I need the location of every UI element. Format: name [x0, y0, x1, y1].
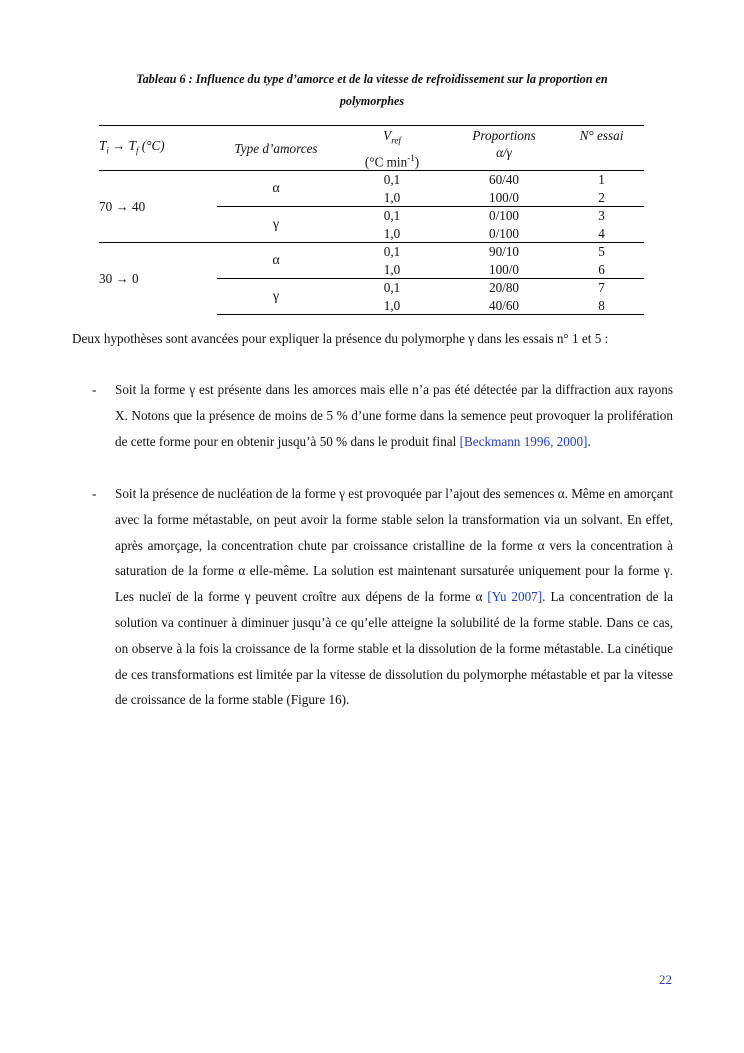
caption-line-1: Tableau 6 : Influence du type d’amorce et de la vitesse de refroidissement sur la proportion en: [136, 72, 608, 86]
table-row: [99, 243, 644, 261]
prop-cell: 60/40: [488, 172, 520, 188]
prop-cell: 40/60: [449, 297, 559, 315]
vref-cell: 1,0: [383, 189, 401, 205]
prop-cell: 0/100: [449, 207, 559, 225]
temp-cell: 70 → 40: [99, 198, 146, 214]
vref-cell: 0,1: [335, 279, 449, 297]
bullet-item-1: Soit la forme γ est présente dans les amorces mais elle n’a pas été détectée par la diffraction aux rayons X. Notons que la présence de moins de 5 % d’une forme dans la semence peut provoquer la prolifération de cette forme pour en obtenir jusqu’à 50 % dans le produit final [Beckmann 1996, 2000].: [115, 382, 673, 449]
amorce-cell: γ: [217, 207, 335, 243]
intro-paragraph: Deux hypothèses sont avancées pour expliquer la présence du polymorphe γ dans les essais n° 1 et 5 :: [72, 331, 609, 346]
header-proportions: Proportions α/γ: [449, 126, 559, 171]
essai-cell: 4: [598, 225, 605, 241]
vref-cell: 1,0: [383, 261, 401, 277]
essai-cell: 8: [559, 297, 644, 315]
amorce-cell: α: [272, 180, 280, 196]
citation-link[interactable]: [Yu 2007]: [487, 589, 543, 605]
essai-cell: 6: [598, 261, 605, 277]
results-table: [99, 125, 644, 315]
amorce-cell: α: [217, 243, 335, 279]
temp-cell: 30 → 0: [99, 243, 217, 315]
essai-cell: 1: [598, 172, 605, 188]
vref-cell: 0,1: [335, 207, 449, 225]
citation-link[interactable]: [Beckmann 1996, 2000]: [459, 433, 588, 449]
prop-cell: 100/0: [488, 189, 520, 205]
caption-line-2: polymorphes: [339, 94, 405, 108]
essai-cell: 3: [559, 207, 644, 225]
prop-cell: 100/0: [488, 261, 520, 277]
bullet-dash: -: [92, 486, 97, 501]
page-number: 22: [659, 972, 672, 987]
prop-cell: 90/10: [449, 243, 559, 261]
essai-cell: 2: [598, 189, 605, 205]
prop-cell: 0/100: [488, 225, 520, 241]
vref-cell: 0,1: [335, 243, 449, 261]
bullet-dash: -: [92, 382, 97, 397]
vref-cell: 1,0: [335, 297, 449, 315]
vref-cell: 0,1: [383, 172, 401, 188]
header-type: Type d’amorces: [217, 126, 335, 171]
table-header-row: [99, 126, 644, 171]
table-row: [99, 171, 644, 189]
amorce-cell: γ: [217, 279, 335, 315]
bullet-item-2: Soit la présence de nucléation de la forme γ est provoquée par l’ajout des semences α. Même en amorçant avec la forme métastable, on peut avoir la forme stable selon la transformation via un solvant. En effet, après amorçage, la concentration chute par croissance cristalline de la forme α vers la concentration à saturation de la forme α elle-même. La solution est maintenant sursaturée uniquement pour la forme γ. Les nucleï de la forme γ peuvent croître aux dépens de la forme α [Yu 2007]. La concentration de la solution va continuer à diminuer jusqu’à ce qu’elle atteigne la solubilité de la forme stable. Dans ce cas, on observe à la fois la croissance de la forme stable et la dissolution de la forme métastable. La cinétique de ces transformations est limitée par la vitesse de dissolution du polymorphe métastable et par la vitesse de croissance de la forme stable (Figure 16).: [115, 486, 674, 708]
essai-cell: 5: [559, 243, 644, 261]
header-temp: $T_i \to T_f$ (°C): [99, 126, 217, 171]
header-vref: $V_{ref}$ (°C $\min^{-1}$): [335, 126, 449, 171]
prop-cell: 20/80: [449, 279, 559, 297]
vref-cell: 1,0: [383, 225, 401, 241]
essai-cell: 7: [559, 279, 644, 297]
header-essai: N° essai: [559, 126, 644, 171]
table-caption: [72, 68, 672, 112]
